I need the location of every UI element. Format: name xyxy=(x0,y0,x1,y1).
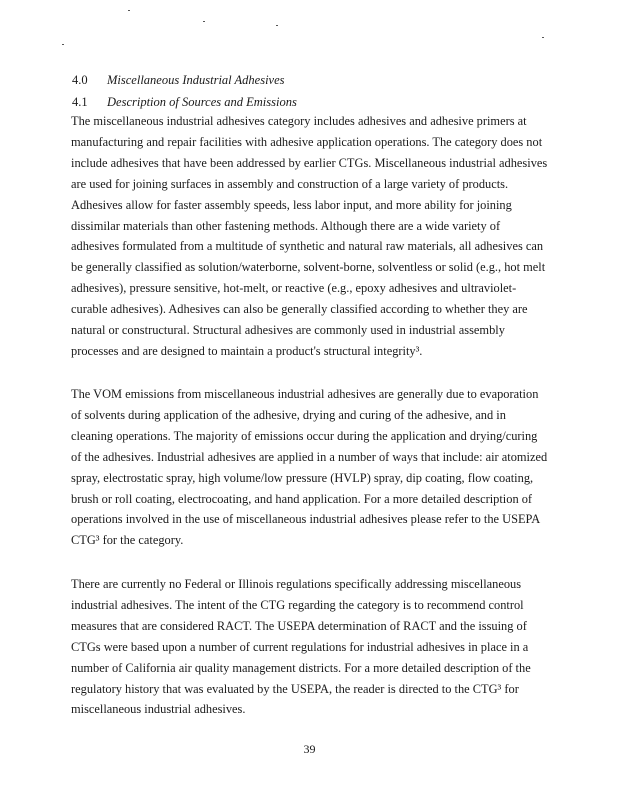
subsection-title: Description of Sources and Emissions xyxy=(107,95,297,109)
scan-speck xyxy=(128,10,130,11)
scan-speck xyxy=(542,37,544,38)
paragraph-vom-emissions: The VOM emissions from miscellaneous industrial adhesives are generally due to evaporation of solvents during application of the adhesive, drying and curing of the adhesive, and in cleaning operations. The majority of emissions occur during the application and drying/curing of the adhesives. Industrial adhesives are applied in a number of ways that include: air atomized spray, electrostatic spray, high volume/low pressure (HVLP) spray, dip coating, flow coating, brush or roll coating, electrocoating, and hand application. For a more detailed description of operations involved in the use of miscellaneous industrial adhesives please refer to the USEPA CTG³ for the category. xyxy=(71,387,548,548)
subsection-heading xyxy=(72,95,297,110)
section-heading xyxy=(72,73,285,88)
paragraph-regulatory-history: There are currently no Federal or Illinois regulations specifically addressing miscellaneous industrial adhesives. The intent of the CTG regarding the category is to recommend control measures that are considered RACT. The USEPA determination of RACT and the issuing of CTGs were based upon a number of current regulations for industrial adhesives in place in a number of California air quality management districts. For a more detailed description of the regulatory history that was evaluated by the USEPA, the reader is directed to the CTG³ for miscellaneous industrial adhesives. xyxy=(71,577,531,717)
section-number: 4.0 xyxy=(72,73,88,87)
section-title: Miscellaneous Industrial Adhesives xyxy=(107,73,285,87)
scan-speck xyxy=(203,21,205,22)
page-number: 39 xyxy=(303,742,316,756)
subsection-number: 4.1 xyxy=(72,95,88,109)
paragraph-category-description: The miscellaneous industrial adhesives category includes adhesives and adhesive primers at manufacturing and repair facilities with adhesive application operations. The category does not include adhesives that have been addressed by earlier CTGs. Miscellaneous industrial adhesives are used for joining surfaces in assembly and construction of a large variety of products. Adhesives allow for faster assembly speeds, less labor input, and more ability for joining dissimilar materials than other fastening methods. Although there are a wide variety of adhesives formulated from a multitude of synthetic and natural raw materials, all adhesives can be generally classified as solution/waterborne, solvent-borne, solventless or solid (e.g., hot melt adhesives), pressure sensitive, hot-melt, or reactive (e.g., epoxy adhesives and ultraviolet-curable adhesives). Adhesives can also be generally classified according to whether they are natural or constructural. Structural adhesives are commonly used in industrial assembly processes and are designed to maintain a product's structural integrity³. xyxy=(71,114,548,358)
scan-speck xyxy=(62,44,64,45)
scan-speck xyxy=(276,25,278,26)
